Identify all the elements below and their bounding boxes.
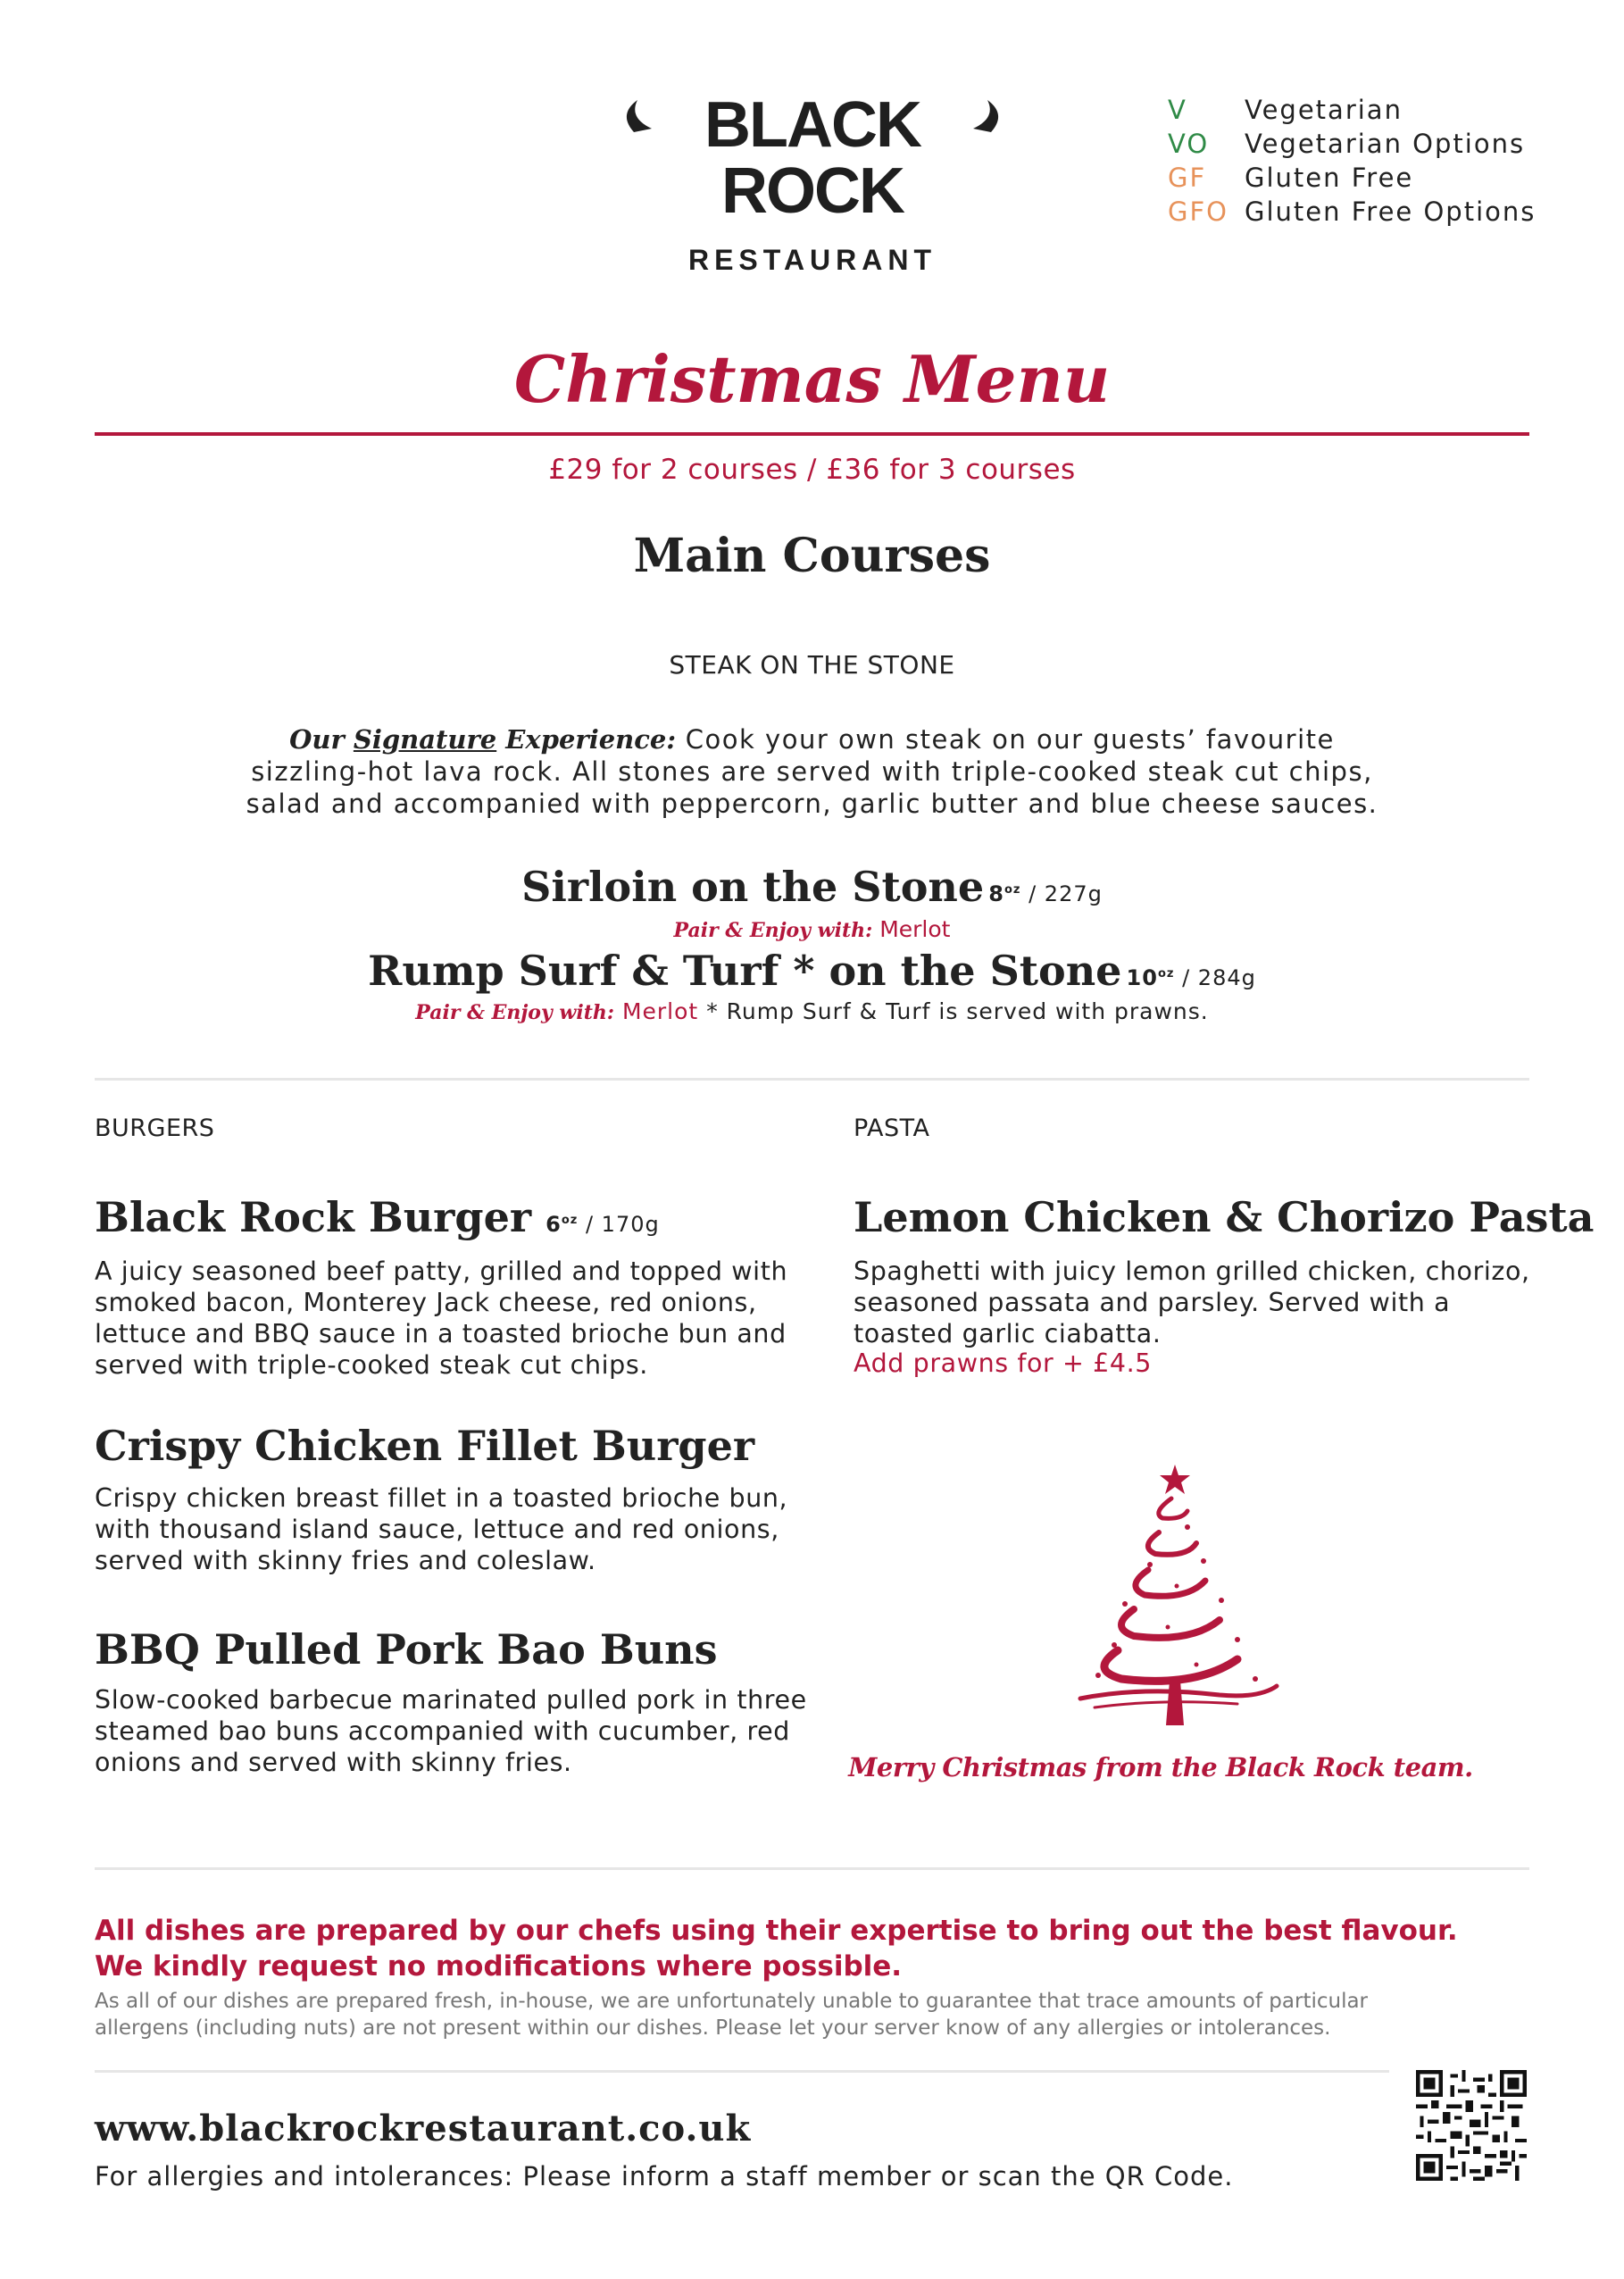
logo-horn-right: [973, 100, 998, 132]
legend-row-v: [1168, 93, 1536, 127]
legend-row-gfo: [1168, 195, 1536, 229]
surf-turf-note: * Rump Surf & Turf is served with prawns.: [706, 998, 1209, 1024]
dish-description: A juicy seasoned beef patty, grilled and topped with smoked bacon, Monterey Jack cheese, red onions, lettuce and BBQ sauce in a toasted brioche bun and served with triple-cooked steak cut chips.: [95, 1256, 788, 1380]
allergy-info: For allergies and intolerances: Please inform a staff member or scan the QR Code.: [95, 2161, 1234, 2191]
chef-notice-line2: We kindly request no modifications where possible.: [95, 1950, 903, 1983]
logo-line1: BLACK: [704, 89, 920, 161]
qr-code-icon[interactable]: [1416, 2070, 1527, 2181]
allergen-disclaimer: [95, 1988, 1434, 2041]
black-rock-logo: [616, 88, 1009, 293]
dietary-legend: [1168, 93, 1536, 229]
page-title: Christmas Menu: [513, 341, 1111, 417]
legend-code: VO: [1168, 129, 1210, 159]
steak-desc-line1: Our Signature Experience: Cook your own steak on our guests’ favourite: [289, 724, 1335, 755]
intro-lead: Our Signature Experience:: [289, 724, 677, 755]
divider: [95, 1078, 1529, 1081]
dish-name: Crispy Chicken Fillet Burger: [95, 1422, 755, 1470]
dish-name: Lemon Chicken & Chorizo Pasta: [854, 1193, 1595, 1241]
legend-code: GF: [1168, 163, 1207, 193]
wine-pairing: Pair & Enjoy with: Merlot: [673, 916, 951, 942]
wine-pairing: Pair & Enjoy with: Merlot * Rump Surf & Turf is served with prawns.: [415, 998, 1209, 1024]
steak-desc-line2: sizzling-hot lava rock. All stones are served with triple-cooked steak cut chips,: [251, 756, 1373, 787]
christmas-tree-icon: [1062, 1461, 1295, 1738]
section-title: Main Courses: [633, 529, 991, 583]
legend-code: V: [1168, 95, 1187, 125]
dish-name: BBQ Pulled Pork Bao Buns: [95, 1625, 718, 1674]
legend-label: Gluten Free Options: [1245, 196, 1537, 227]
steak-item-sirloin: [0, 863, 1624, 911]
allergen-line2: allergens (including nuts) are not present within our dishes. Please let your server know of any allergies or intolerances.: [95, 2016, 1331, 2040]
pasta-label: PASTA: [854, 1114, 930, 1142]
burgers-label: BURGERS: [95, 1114, 215, 1142]
dish-description: Spaghetti with juicy lemon grilled chicken, chorizo, seasoned passata and parsley. Served with a toasted garlic ciabatta.: [854, 1256, 1530, 1348]
legend-code: GFO: [1168, 196, 1228, 227]
chef-notice: [95, 1913, 1458, 1984]
legend-row-vo: [1168, 127, 1536, 161]
dish-name: Black Rock Burger $6^{oz} / 170g$: [95, 1193, 660, 1241]
steak-heading: STEAK ON THE STONE: [669, 650, 955, 680]
dish-weight: $8^{oz} / 227g$: [988, 881, 1103, 906]
divider: [95, 1867, 1529, 1870]
logo-line2: ROCK: [721, 155, 904, 227]
dish-name: Sirloin on the Stone: [521, 863, 985, 911]
divider: [95, 2070, 1389, 2073]
pasta-addon: Add prawns for + £4.5: [854, 1348, 1153, 1378]
course-price: £29 for 2 courses / £36 for 3 courses: [548, 454, 1076, 486]
legend-row-gf: [1168, 161, 1536, 195]
steak-item-rump: [0, 947, 1624, 995]
christmas-greeting: Merry Christmas from the Black Rock team.: [848, 1752, 1473, 1782]
dish-description: Crispy chicken breast fillet in a toasted brioche bun, with thousand island sauce, lettuce and red onions, served with skinny fries and coleslaw.: [95, 1483, 788, 1575]
legend-label: Vegetarian: [1245, 95, 1403, 125]
dish-name: Rump Surf & Turf * on the Stone: [368, 947, 1122, 995]
steak-desc-line3: salad and accompanied with peppercorn, garlic butter and blue cheese sauces.: [246, 789, 1378, 819]
allergen-line1: As all of our dishes are prepared fresh, in-house, we are unfortunately unable to guarantee that trace amounts of particular: [95, 1990, 1369, 2013]
website-link[interactable]: www.blackrockrestaurant.co.uk: [95, 2108, 752, 2150]
chef-notice-line1: All dishes are prepared by our chefs using their expertise to bring out the best flavour.: [95, 1915, 1458, 1947]
legend-label: Vegetarian Options: [1245, 129, 1526, 159]
dish-weight: $6^{oz} / 170g$: [545, 1212, 660, 1237]
logo-line3: RESTAURANT: [687, 244, 937, 276]
legend-label: Gluten Free: [1245, 163, 1414, 193]
title-divider: [95, 432, 1529, 436]
dish-description: Slow-cooked barbecue marinated pulled pork in three steamed bao buns accompanied with cucumber, red onions and served with skinny fries.: [95, 1685, 807, 1777]
steak-description: [0, 723, 1624, 820]
logo-horn-left: [627, 100, 652, 132]
dish-weight: $10^{oz} / 284g$: [1126, 965, 1256, 990]
